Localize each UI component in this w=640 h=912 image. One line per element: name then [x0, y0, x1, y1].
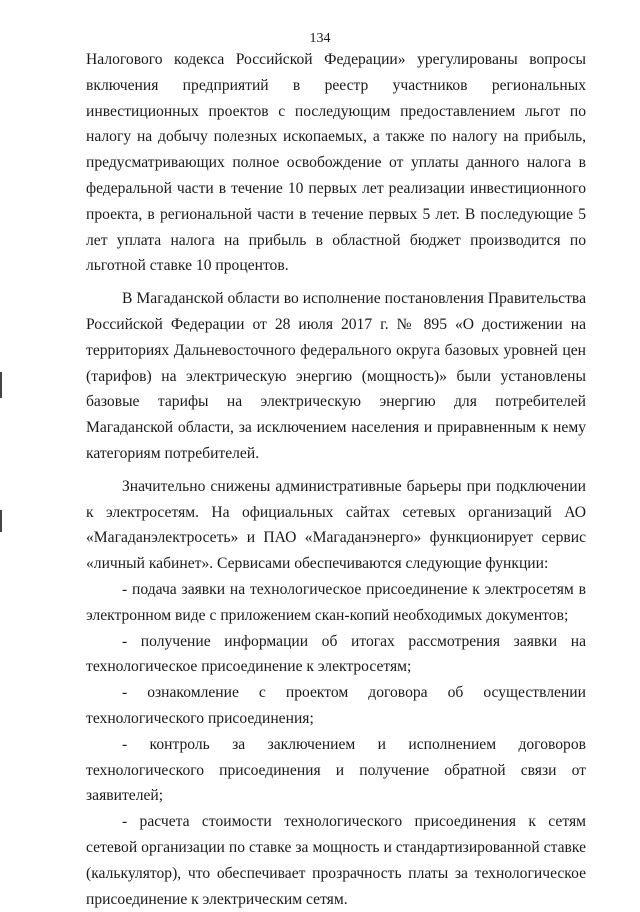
list-item-control: - контроль за заключением и исполнением договоров технологического присоединения и получение обратной связи от заявителей;	[86, 735, 586, 805]
paragraph-tax-benefits: Налогового кодекса Российской Федерации» урегулированы вопросы включения предприятий в реестр участников региональных инвестиционных проектов с последующим предоставлением льгот по налогу на добычу полезных ископаемых, а также по налогу на прибыль, предусматривающих полное освобождение от уплаты данного налога в федеральной части в течение 10 первых лет реализации инвестиционного проекта, в региональной части в течение первых 5 лет. В последующие 5 лет уплата налога на прибыль в областной бюджет производится по льготной ставке 10 процентов.	[86, 51, 586, 275]
paragraph-gap	[86, 467, 586, 474]
list-item-information: - получение информации об итогах рассмотрения заявки на технологическое присоединение к электросетям;	[86, 632, 586, 676]
document-body	[86, 47, 586, 912]
list-item-calculation: - расчета стоимости технологического присоединения к сетям сетевой организации по ставке за мощность и стандартизированной ставке (калькулятор), что обеспечивает прозрачность платы за технологическое присоединение к электрическим сетям.	[86, 813, 586, 908]
paragraph-magadan-tariffs: В Магаданской области во исполнение постановления Правительства Российской Федерации от 28 июля 2017 г. № 895 «О достижении на территориях Дальневосточного федерального округа базовых уровней цен (тарифов) на электрическую энергию (мощность)» были установлены базовые тарифы на электрическую энергию для потребителей Магаданской области, за исключением населения и приравненным к нему категориям потребителей.	[86, 290, 586, 462]
page-number: 134	[309, 31, 331, 46]
scan-edge-mark	[0, 510, 2, 532]
list-item-application: - подача заявки на технологическое присоединение к электросетям в электронном виде с приложением скан-копий необходимых документов;	[86, 580, 586, 624]
scan-edge-mark	[0, 372, 2, 398]
paragraph-admin-barriers: Значительно снижены административные барьеры при подключении к электросетям. На официальных сайтах сетевых организаций АО «Магаданэлектросеть» и ПАО «Магаданэнерго» функционирует сервис «личный кабинет». Сервисами обеспечиваются следующие функции:	[86, 477, 586, 573]
paragraph-gap	[86, 279, 586, 286]
list-item-contract-review: - ознакомление с проектом договора об осуществлении технологического присоединения;	[86, 684, 586, 727]
